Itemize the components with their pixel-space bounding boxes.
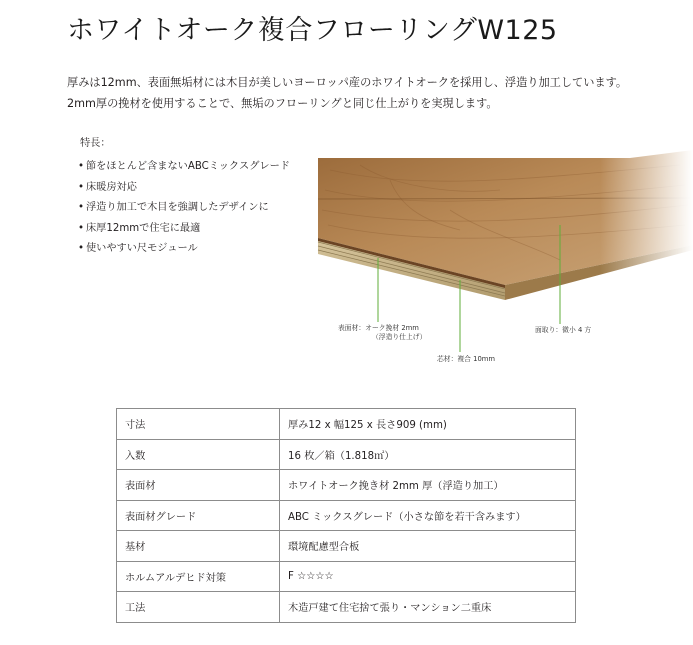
- bullet-icon: •: [78, 243, 85, 254]
- table-row: [117, 409, 576, 440]
- spec-value: ABC ミックスグレード（小さな節を若干含みます）: [280, 500, 576, 531]
- table-row: [117, 470, 576, 501]
- page-title: ホワイトオーク複合フローリングW125: [67, 15, 558, 46]
- bullet-icon: •: [78, 181, 85, 193]
- bullet-icon: •: [78, 222, 85, 234]
- core-material-callout: 芯材：複合 10mm: [437, 355, 496, 363]
- table-row: [117, 561, 576, 592]
- feature-item: [78, 157, 290, 178]
- feature-item: [78, 219, 290, 240]
- spec-value: 厚み12 x 幅125 x 長さ909 (mm): [280, 409, 576, 440]
- spec-value: ホワイトオーク挽き材 2mm 厚（浮造り加工）: [280, 470, 576, 501]
- table-row: [117, 439, 576, 470]
- spec-value: F ☆☆☆☆: [280, 561, 576, 592]
- features-heading: 特長：: [80, 138, 111, 149]
- spec-value: 16 枚／箱（1.818㎡）: [280, 439, 576, 470]
- table-row: [117, 531, 576, 562]
- flooring-product-image: [300, 150, 693, 380]
- feature-item: [78, 178, 290, 199]
- intro-line: 厚みは12mm、表面無垢材には木目が美しいヨーロッパ産のホワイトオークを採用し、浮造り加工しています。: [67, 76, 628, 89]
- feature-text: 節をほとんど含まないABCミックスグレード: [86, 161, 290, 172]
- spec-value: 環境配慮型合板: [280, 531, 576, 562]
- features-list: [78, 137, 290, 260]
- edge-chamfer-callout: 面取り：微小 4 方: [535, 326, 592, 334]
- face-material-callout: [338, 324, 426, 342]
- feature-item: [78, 239, 290, 260]
- spec-label: ホルムアルデヒド対策: [117, 561, 280, 592]
- spec-table: [116, 408, 576, 623]
- bullet-icon: •: [78, 202, 85, 213]
- table-row: [117, 592, 576, 623]
- feature-text: 床暖房対応: [86, 181, 137, 193]
- bullet-icon: •: [78, 161, 85, 172]
- flooring-board-illustration: [300, 150, 693, 380]
- spec-label: 寸法: [117, 409, 280, 440]
- table-row: [117, 500, 576, 531]
- spec-label: 入数: [117, 439, 280, 470]
- intro-line: 2mm厚の挽材を使用することで、無垢のフローリングと同じ仕上がりを実現します。: [67, 97, 498, 110]
- spec-label: 表面材: [117, 470, 280, 501]
- spec-label: 基材: [117, 531, 280, 562]
- spec-label: 工法: [117, 592, 280, 623]
- face-material-finish: （浮造り仕上げ）: [372, 333, 427, 341]
- feature-text: 床厚12mmで住宅に最適: [86, 222, 201, 234]
- feature-item: [78, 198, 290, 219]
- intro-text: [67, 72, 687, 114]
- feature-text: 浮造り加工で木目を強調したデザインに: [86, 202, 269, 213]
- face-material-label: 表面材：オーク挽材 2mm: [338, 324, 419, 332]
- feature-text: 使いやすい尺モジュール: [86, 243, 198, 254]
- spec-label: 表面材グレード: [117, 500, 280, 531]
- spec-value: 木造戸建て住宅捨て張り・マンション二重床: [280, 592, 576, 623]
